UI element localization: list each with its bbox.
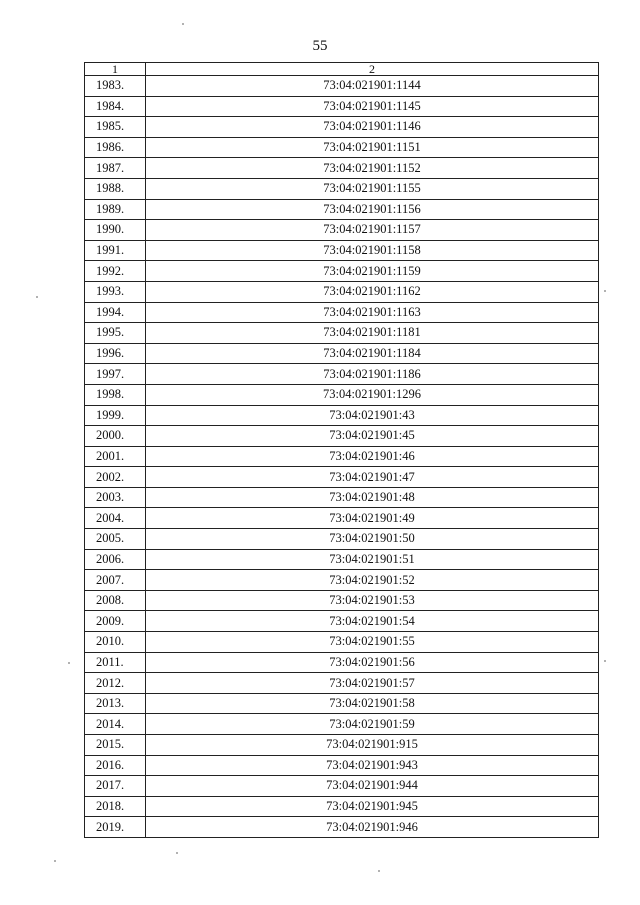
cadastral-number: 73:04:021901:48 [146, 487, 599, 508]
table-row [85, 673, 599, 694]
row-number: 2005. [85, 529, 146, 550]
row-number: 2015. [85, 735, 146, 756]
row-number: 1994. [85, 302, 146, 323]
row-number: 1985. [85, 117, 146, 138]
cadastral-number: 73:04:021901:1163 [146, 302, 599, 323]
table-row [85, 446, 599, 467]
table-row [85, 714, 599, 735]
row-number: 2008. [85, 590, 146, 611]
cadastral-number: 73:04:021901:53 [146, 590, 599, 611]
page-number: 55 [312, 38, 328, 54]
cadastral-number: 73:04:021901:51 [146, 549, 599, 570]
row-number: 1993. [85, 281, 146, 302]
table-row [85, 467, 599, 488]
cadastral-number: 73:04:021901:1145 [146, 96, 599, 117]
cadastral-number: 73:04:021901:1151 [146, 137, 599, 158]
cadastral-number: 73:04:021901:47 [146, 467, 599, 488]
cadastral-number: 73:04:021901:1159 [146, 261, 599, 282]
row-number: 1986. [85, 137, 146, 158]
table-row [85, 776, 599, 797]
table-row [85, 158, 599, 179]
row-number: 1989. [85, 199, 146, 220]
row-number: 2001. [85, 446, 146, 467]
row-number: 1996. [85, 343, 146, 364]
row-number: 1991. [85, 240, 146, 261]
row-number: 2000. [85, 426, 146, 447]
cadastral-number: 73:04:021901:1162 [146, 281, 599, 302]
table-row [85, 220, 599, 241]
column-header-1: 1 [85, 63, 146, 76]
cadastral-table [84, 62, 599, 838]
row-number: 2006. [85, 549, 146, 570]
cadastral-number: 73:04:021901:56 [146, 652, 599, 673]
row-number: 2012. [85, 673, 146, 694]
cadastral-number: 73:04:021901:1144 [146, 76, 599, 97]
table-row [85, 96, 599, 117]
row-number: 2013. [85, 693, 146, 714]
table-row [85, 178, 599, 199]
row-number: 1990. [85, 220, 146, 241]
table-row [85, 117, 599, 138]
cadastral-number: 73:04:021901:1152 [146, 158, 599, 179]
row-number: 2003. [85, 487, 146, 508]
table-row [85, 240, 599, 261]
table-row [85, 364, 599, 385]
cadastral-number: 73:04:021901:946 [146, 817, 599, 838]
table-row [85, 137, 599, 158]
row-number: 2011. [85, 652, 146, 673]
cadastral-number: 73:04:021901:46 [146, 446, 599, 467]
row-number: 1998. [85, 384, 146, 405]
scan-speck [68, 662, 70, 664]
table-row [85, 199, 599, 220]
cadastral-number: 73:04:021901:55 [146, 632, 599, 653]
table-row [85, 426, 599, 447]
scan-speck [604, 290, 606, 292]
table-row [85, 302, 599, 323]
row-number: 2009. [85, 611, 146, 632]
cadastral-number: 73:04:021901:944 [146, 776, 599, 797]
row-number: 1992. [85, 261, 146, 282]
table-row [85, 281, 599, 302]
scan-speck [36, 296, 38, 298]
cadastral-number: 73:04:021901:1184 [146, 343, 599, 364]
row-number: 1995. [85, 323, 146, 344]
table-row [85, 693, 599, 714]
cadastral-number: 73:04:021901:58 [146, 693, 599, 714]
table-row [85, 76, 599, 97]
cadastral-number: 73:04:021901:915 [146, 735, 599, 756]
cadastral-number: 73:04:021901:1181 [146, 323, 599, 344]
table-row [85, 549, 599, 570]
cadastral-number: 73:04:021901:945 [146, 796, 599, 817]
row-number: 2002. [85, 467, 146, 488]
cadastral-number: 73:04:021901:1155 [146, 178, 599, 199]
table-row [85, 323, 599, 344]
table-row [85, 796, 599, 817]
table-row [85, 735, 599, 756]
row-number: 2019. [85, 817, 146, 838]
table-body [85, 76, 599, 838]
row-number: 1983. [85, 76, 146, 97]
cadastral-number: 73:04:021901:54 [146, 611, 599, 632]
table-row [85, 487, 599, 508]
table-row [85, 632, 599, 653]
table-row [85, 652, 599, 673]
row-number: 1984. [85, 96, 146, 117]
cadastral-number: 73:04:021901:59 [146, 714, 599, 735]
table-row [85, 611, 599, 632]
table-row [85, 261, 599, 282]
row-number: 2014. [85, 714, 146, 735]
column-header-2: 2 [146, 63, 599, 76]
cadastral-number: 73:04:021901:1146 [146, 117, 599, 138]
table-header-row [85, 63, 599, 76]
scan-speck [604, 660, 606, 662]
cadastral-number: 73:04:021901:43 [146, 405, 599, 426]
table-row [85, 755, 599, 776]
cadastral-number: 73:04:021901:45 [146, 426, 599, 447]
row-number: 2007. [85, 570, 146, 591]
table-row [85, 384, 599, 405]
table-row [85, 343, 599, 364]
row-number: 2017. [85, 776, 146, 797]
table-row [85, 529, 599, 550]
row-number: 1987. [85, 158, 146, 179]
cadastral-number: 73:04:021901:1186 [146, 364, 599, 385]
table-row [85, 590, 599, 611]
scan-speck [54, 860, 56, 862]
cadastral-number: 73:04:021901:49 [146, 508, 599, 529]
row-number: 2010. [85, 632, 146, 653]
cadastral-number: 73:04:021901:57 [146, 673, 599, 694]
row-number: 1999. [85, 405, 146, 426]
cadastral-number: 73:04:021901:943 [146, 755, 599, 776]
row-number: 2004. [85, 508, 146, 529]
cadastral-number: 73:04:021901:1157 [146, 220, 599, 241]
cadastral-number: 73:04:021901:1156 [146, 199, 599, 220]
scan-speck [378, 870, 380, 872]
cadastral-number: 73:04:021901:50 [146, 529, 599, 550]
row-number: 1988. [85, 178, 146, 199]
table-row [85, 570, 599, 591]
table-row [85, 405, 599, 426]
cadastral-number: 73:04:021901:52 [146, 570, 599, 591]
scan-speck [176, 852, 178, 854]
row-number: 1997. [85, 364, 146, 385]
scan-speck [182, 23, 184, 25]
table-row [85, 508, 599, 529]
table-row [85, 817, 599, 838]
cadastral-number: 73:04:021901:1296 [146, 384, 599, 405]
cadastral-number: 73:04:021901:1158 [146, 240, 599, 261]
row-number: 2016. [85, 755, 146, 776]
row-number: 2018. [85, 796, 146, 817]
